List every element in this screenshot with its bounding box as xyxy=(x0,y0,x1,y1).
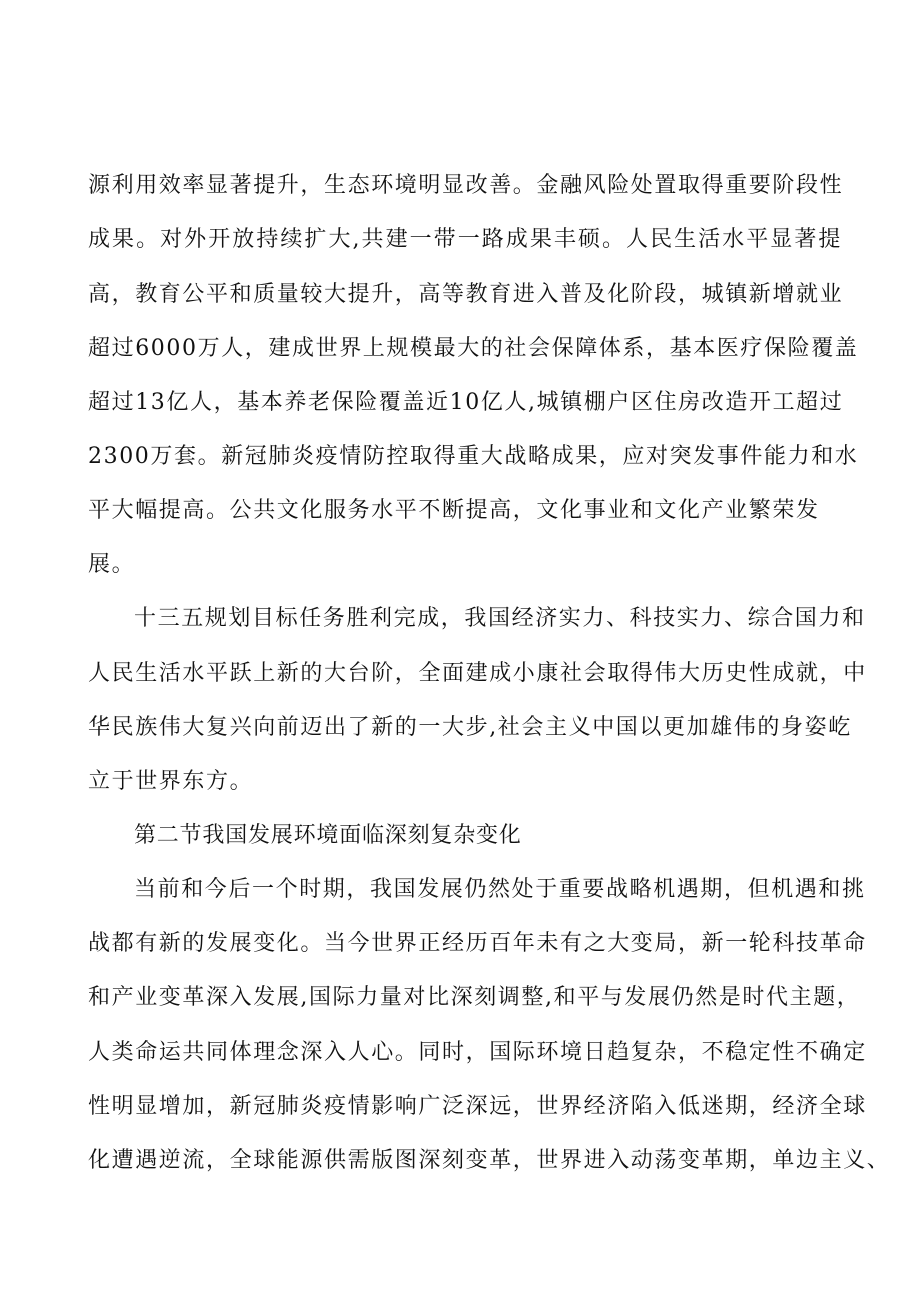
section-heading: 第二节我国发展环境面临深刻复杂变化 xyxy=(134,823,522,848)
paragraph-1-line-7: 平大幅提高。公共文化服务水平不断提高，文化事业和文化产业繁荣发 xyxy=(88,498,820,523)
paragraph-1-line-1: 源利用效率显著提升，生态环境明显改善。金融风险处置取得重要阶段性 xyxy=(88,173,844,198)
paragraph-3-line-5: 性明显增加，新冠肺炎疫情影响广泛深远，世界经济陷入低迷期，经济全球 xyxy=(88,1094,867,1119)
paragraph-3-line-2: 战都有新的发展变化。当今世界正经历百年未有之大变局，新一轮科技革命 xyxy=(88,931,867,956)
paragraph-3-line-4: 人类命运共同体理念深入人心。同时，国际环境日趋复杂，不稳定性不确定 xyxy=(88,1040,867,1065)
paragraph-3-line-1: 当前和今后一个时期，我国发展仍然处于重要战略机遇期，但机遇和挑 xyxy=(134,877,866,902)
paragraph-1-line-8: 展。 xyxy=(88,552,136,577)
paragraph-1-line-4: 超过6000万人，建成世界上规模最大的社会保障体系，基本医疗保险覆盖 xyxy=(88,336,859,361)
paragraph-1-line-6: 2300万套。新冠肺炎疫情防控取得重大战略成果，应对突发事件能力和水 xyxy=(88,444,859,469)
paragraph-2-line-3: 华民族伟大复兴向前迈出了新的一大步,社会主义中国以更加雄伟的身姿屹 xyxy=(88,715,852,740)
paragraph-2-line-1: 十三五规划目标任务胜利完成，我国经济实力、科技实力、综合国力和 xyxy=(134,606,866,631)
paragraph-3-line-6: 化遭遇逆流，全球能源供需版图深刻变革，世界进入动荡变革期，单边主义、 xyxy=(88,1148,891,1173)
paragraph-2-line-2: 人民生活水平跃上新的大台阶，全面建成小康社会取得伟大历史性成就，中 xyxy=(88,661,867,686)
paragraph-1-line-5: 超过13亿人，基本养老保险覆盖近10亿人,城镇棚户区住房改造开工超过 xyxy=(88,390,844,415)
paragraph-1-line-2: 成果。对外开放持续扩大,共建一带一路成果丰硕。人民生活水平显著提 xyxy=(88,227,842,252)
paragraph-3-line-3: 和产业变革深入发展,国际力量对比深刻调整,和平与发展仍然是时代主题， xyxy=(88,985,861,1010)
paragraph-2-line-4: 立于世界东方。 xyxy=(88,769,254,794)
paragraph-1-line-3: 高，教育公平和质量较大提升，高等教育进入普及化阶段，城镇新增就业 xyxy=(88,282,844,307)
